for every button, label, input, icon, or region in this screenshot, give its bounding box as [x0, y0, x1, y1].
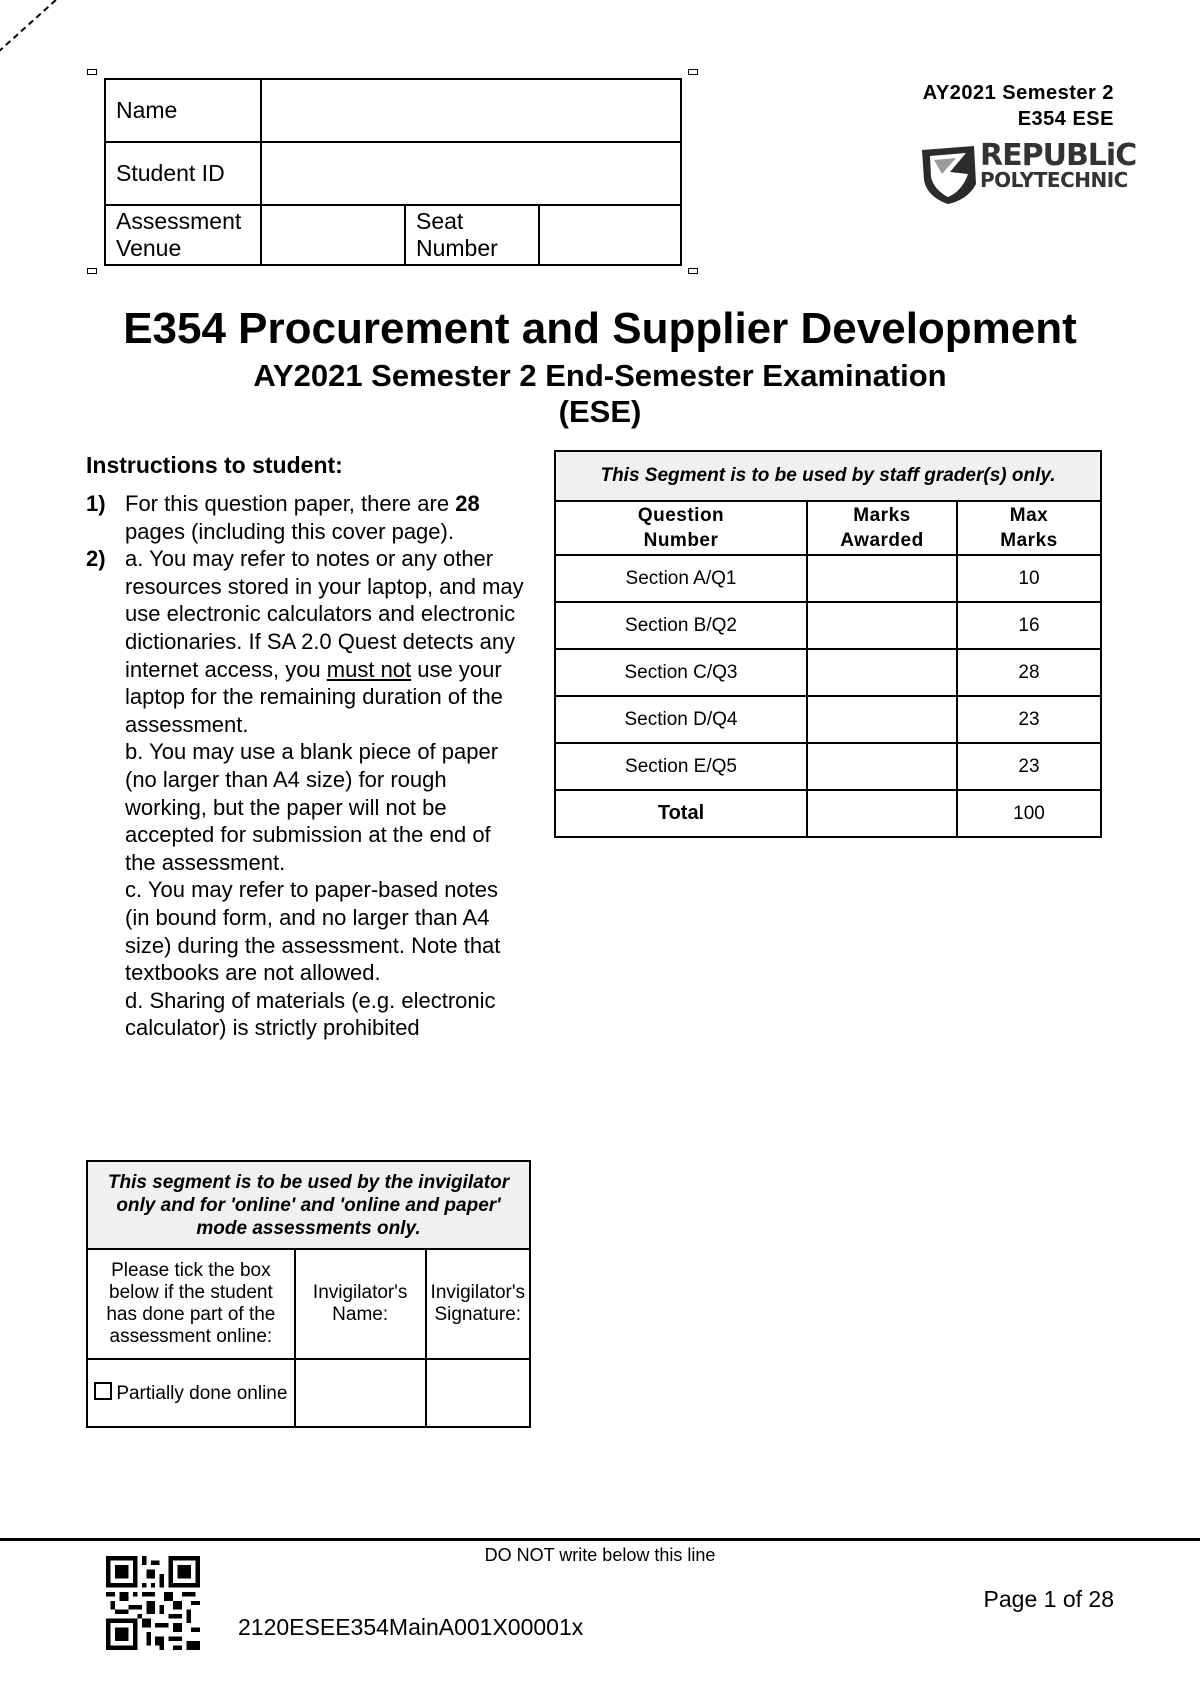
- invigilator-table-caption: This segment is to be used by the invigilator only and for 'online' and 'online and paper' mode assessments only.: [87, 1161, 530, 1249]
- seat-label-line2: Number: [416, 235, 498, 261]
- student-id-field[interactable]: [262, 143, 680, 204]
- marks-awarded-cell[interactable]: [807, 555, 957, 602]
- venue-label: [106, 206, 260, 264]
- total-row: [555, 790, 1101, 837]
- instruction-text: For this question paper, there are: [125, 491, 456, 516]
- header-info: [923, 80, 1114, 132]
- resize-handle: [688, 69, 698, 75]
- table-row: [555, 555, 1101, 602]
- seat-label-line1: Seat: [416, 208, 464, 234]
- name-field[interactable]: [262, 80, 680, 141]
- marks-awarded-cell[interactable]: [807, 649, 957, 696]
- venue-label-line1: Assessment: [116, 208, 242, 234]
- invigilator-signature-header: Invigilator's Signature:: [426, 1249, 530, 1359]
- invigilator-entry-row: [87, 1359, 530, 1427]
- logo-line1: REPUBLiC: [980, 138, 1137, 173]
- invigilator-header-row: [87, 1249, 530, 1359]
- section-cell: Section A/Q1: [555, 555, 807, 602]
- table-row: [555, 743, 1101, 790]
- qr-code-icon: [106, 1556, 200, 1650]
- student-info-table: [104, 78, 682, 266]
- max-marks-cell: 23: [957, 696, 1101, 743]
- col-max-marks: Max Marks: [957, 501, 1101, 555]
- seat-field[interactable]: [540, 206, 680, 264]
- max-marks-cell: 16: [957, 602, 1101, 649]
- table-row: [555, 649, 1101, 696]
- logo-line2: POLYTECHNIC: [980, 168, 1128, 192]
- module-label: E354 ESE: [1017, 108, 1114, 130]
- instruction-2c: c. You may refer to paper-based notes (in bound form, and no larger than A4 size) during the assessment. Note that textbooks are not allowed.: [125, 877, 501, 986]
- instruction-text: a. You may refer to notes or any other resources stored in your laptop, and may use electronic calculators and electronic dictionaries. If SA 2.0 Quest detects any internet access, you: [125, 546, 524, 682]
- document-code: 2120ESEE354MainA001X00001x: [238, 1614, 584, 1640]
- table-row: [555, 696, 1101, 743]
- fold-line: [0, 0, 133, 59]
- col-marks-awarded: Marks Awarded: [807, 501, 957, 555]
- section-cell: Section B/Q2: [555, 602, 807, 649]
- instructions-heading: Instructions to student:: [86, 452, 343, 478]
- total-label: Total: [555, 790, 807, 837]
- semester-label: AY2021 Semester 2: [922, 82, 1114, 104]
- instruction-number: 1): [86, 491, 106, 516]
- instruction-text: use your laptop for the remaining duration of the assessment.: [125, 656, 503, 737]
- instructions-list: [86, 490, 526, 1042]
- instruction-item-1: [86, 490, 526, 545]
- section-cell: Section C/Q3: [555, 649, 807, 696]
- grader-table-caption: This Segment is to be used by staff grader(s) only.: [555, 451, 1101, 501]
- max-marks-cell: 28: [957, 649, 1101, 696]
- student-id-label: Student ID: [116, 160, 225, 186]
- marks-awarded-cell[interactable]: [807, 743, 957, 790]
- emphasis-text: must not: [326, 656, 412, 682]
- instruction-number: 2): [86, 546, 106, 572]
- resize-handle: [688, 268, 698, 274]
- section-cell: Section D/Q4: [555, 696, 807, 743]
- max-marks-cell: 10: [957, 555, 1101, 602]
- table-row: [555, 602, 1101, 649]
- exam-subtitle: AY2021 Semester 2 End-Semester Examination: [253, 358, 947, 393]
- section-cell: Section E/Q5: [555, 743, 807, 790]
- invigilator-signature-field[interactable]: [426, 1359, 530, 1427]
- grader-table: [554, 450, 1102, 838]
- page-count: 28: [455, 491, 480, 516]
- venue-field[interactable]: [262, 206, 404, 264]
- resize-handle: [87, 69, 97, 75]
- name-row: [106, 80, 680, 143]
- invigilator-name-header: Invigilator's Name:: [295, 1249, 426, 1359]
- instruction-item-2: [86, 545, 526, 1042]
- instruction-2d: d. Sharing of materials (e.g. electronic calculator) is strictly prohibited: [125, 987, 496, 1041]
- partially-online-checkbox[interactable]: [94, 1382, 112, 1400]
- instruction-2b: b. You may use a blank piece of paper (no larger than A4 size) for rough working, but the paper will not be accepted for submission at the end of the assessment.: [125, 739, 499, 875]
- venue-label-line2: Venue: [116, 235, 182, 261]
- page-number: Page 1 of 28: [983, 1586, 1114, 1612]
- max-marks-cell: 23: [957, 743, 1101, 790]
- footer-divider: [0, 1538, 1200, 1541]
- invigilator-table: [86, 1160, 531, 1428]
- do-not-write-label: DO NOT write below this line: [484, 1545, 716, 1565]
- seat-label: [406, 206, 538, 264]
- resize-handle: [87, 268, 97, 274]
- name-label: Name: [116, 97, 178, 123]
- invigilator-name-field[interactable]: [295, 1359, 426, 1427]
- tick-instruction: Please tick the box below if the student has done part of the assessment online:: [87, 1249, 295, 1359]
- venue-seat-row: [106, 206, 680, 264]
- total-max-cell: 100: [957, 790, 1101, 837]
- instruction-2a: [125, 545, 526, 738]
- grader-table-header: [555, 501, 1101, 555]
- logo-text: [980, 138, 1137, 192]
- marks-awarded-cell[interactable]: [807, 602, 957, 649]
- exam-subtitle-ese: (ESE): [558, 394, 642, 429]
- exam-title-block: [0, 300, 1200, 430]
- instruction-text: pages (including this cover page).: [125, 518, 454, 544]
- page-title: E354 Procurement and Supplier Development: [123, 304, 1077, 353]
- total-awarded-cell[interactable]: [807, 790, 957, 837]
- col-question-number: Question Number: [555, 501, 807, 555]
- partially-online-cell: [87, 1359, 295, 1427]
- marks-awarded-cell[interactable]: [807, 696, 957, 743]
- checkbox-label: Partially done online: [116, 1382, 288, 1404]
- student-id-row: [106, 143, 680, 206]
